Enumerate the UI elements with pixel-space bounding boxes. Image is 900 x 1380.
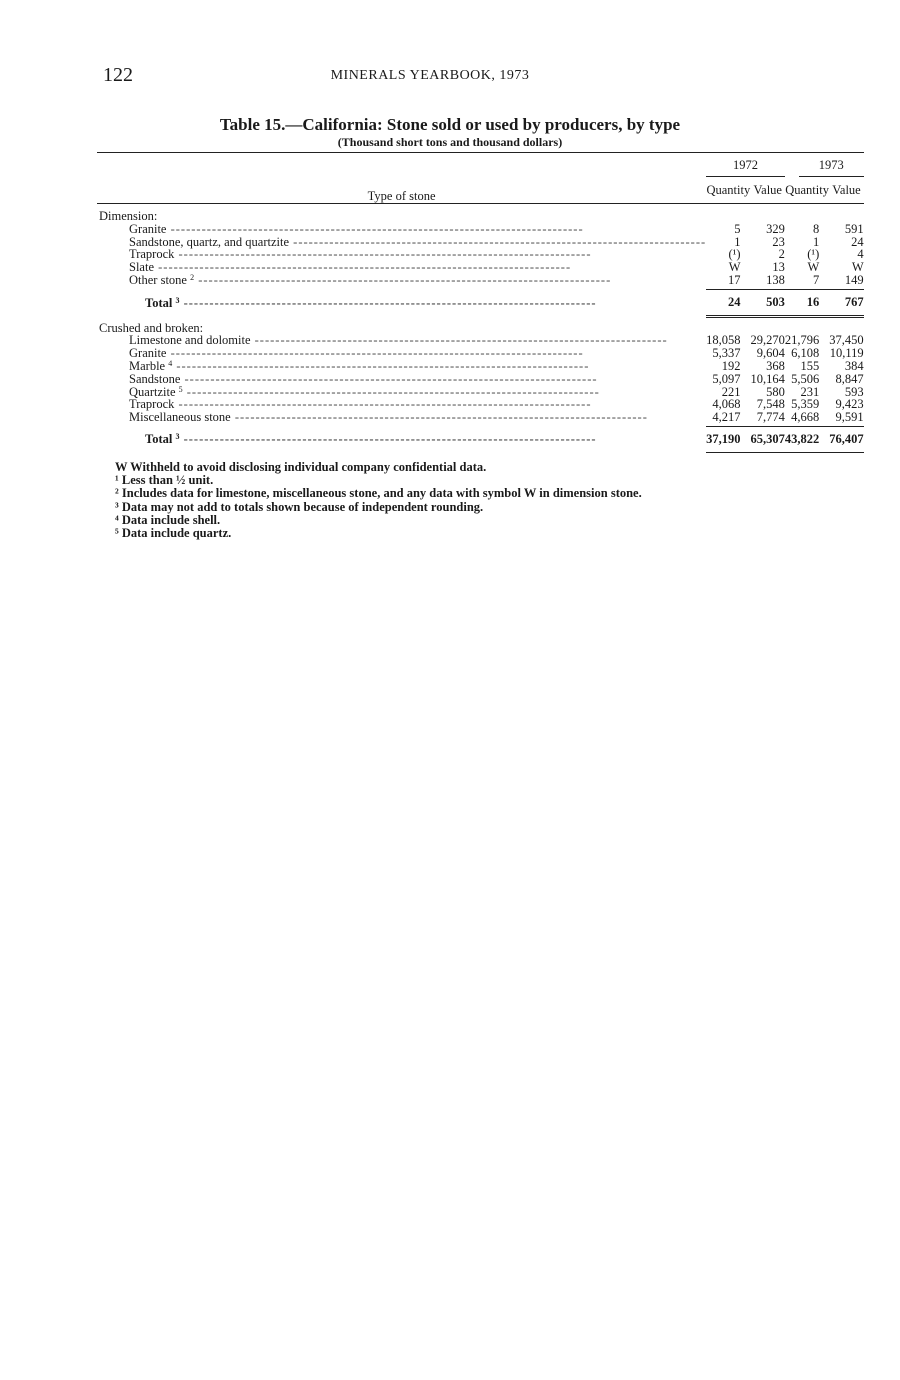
row-label-text: Sandstone (129, 371, 181, 386)
cell-v73: W (851, 260, 864, 275)
cell-q72: 37,190 (706, 426, 750, 452)
row-label-text: Traprock (129, 247, 175, 262)
cell-v73: 591 (844, 221, 864, 236)
cell-v73: 384 (844, 358, 864, 373)
cell-q72: 5,337 (712, 346, 741, 361)
row-label-text: Quartzite (129, 384, 176, 399)
row-label-text: Granite (129, 221, 167, 236)
cell-v72: 13 (772, 260, 785, 275)
row-label (97, 274, 706, 287)
cell-v73: 9,423 (835, 397, 864, 412)
quantity-1972-header: Quantity (706, 177, 750, 204)
cell-q73: 231 (800, 384, 820, 399)
total-row (97, 426, 864, 452)
dot-leader: -------------------------------------------------------------------------------- (174, 397, 592, 412)
cell-v72: 29,270 (750, 333, 785, 348)
cell-v72: 368 (766, 358, 785, 373)
cell-q73: 8 (813, 221, 820, 236)
cell-v73: 10,119 (829, 346, 864, 361)
quantity-1973-header: Quantity (785, 177, 829, 204)
cell-q72: W (728, 260, 741, 275)
footnote-ref: 3 (175, 296, 180, 306)
stone-table (97, 152, 864, 453)
cell-v72: 329 (766, 221, 785, 236)
table-row (97, 274, 864, 287)
table-subtitle: (Thousand short tons and thousand dollars) (337, 135, 563, 149)
cell-v72: 580 (766, 384, 785, 399)
crushed-section (97, 322, 864, 453)
table-title: Table 15.—California: Stone sold or used by producers, by type (219, 115, 681, 134)
cell-q73: 4,668 (791, 410, 820, 425)
value-1973-header: Value (829, 177, 863, 204)
footnote: ² Includes data for limestone, miscellaneous stone, and any data with symbol W in dimension stone. (115, 486, 642, 501)
dot-leader: -------------------------------------------------------------------------------- (179, 432, 597, 447)
row-label-text: Miscellaneous stone (129, 410, 231, 425)
section-heading-crushed: Crushed and broken: (99, 320, 204, 335)
dimension-section (97, 204, 864, 322)
dot-leader: -------------------------------------------------------------------------------- (182, 384, 600, 399)
cell-q72: 18,058 (706, 333, 741, 348)
cell-q72: 221 (721, 384, 741, 399)
cell-v72: 138 (766, 272, 785, 287)
cell-q73: 1 (813, 234, 820, 249)
row-label-text: Sandstone, quartz, and quartzite (129, 234, 290, 249)
footnote: W Withheld to avoid disclosing individual company confidential data. (115, 460, 487, 474)
table-row (97, 411, 864, 424)
dot-leader: -------------------------------------------------------------------------------- (154, 260, 572, 275)
cell-q73: 7 (813, 272, 820, 287)
dot-leader: -------------------------------------------------------------------------------- (166, 346, 584, 361)
cell-v72: 7,774 (756, 410, 785, 425)
cell-v73: 37,450 (829, 333, 864, 348)
footnote-ref: 3 (175, 432, 180, 442)
footnote-ref: 5 (178, 384, 183, 394)
footnote: ⁴ Data include shell. (115, 512, 221, 527)
cell-v73: 24 (851, 234, 864, 249)
dot-leader: -------------------------------------------------------------------------------- (180, 371, 598, 386)
cell-q72: 192 (721, 358, 741, 373)
footnote: ³ Data may not add to totals shown because of independent rounding. (115, 499, 484, 514)
cell-q73: (¹) (807, 247, 820, 262)
cell-q73: 21,796 (784, 333, 820, 348)
row-label-text: Limestone and dolomite (129, 333, 251, 348)
section-heading-dimension: Dimension: (99, 209, 158, 223)
cell-v72: 65,307 (751, 426, 785, 452)
cell-q73: 5,359 (791, 397, 820, 412)
footnote-ref: 4 (168, 358, 173, 368)
cell-q73: 5,506 (791, 371, 820, 386)
dot-leader: -------------------------------------------------------------------------------- (194, 272, 612, 287)
row-label-text: Marble (129, 358, 166, 373)
cell-q73: 43,822 (785, 426, 829, 452)
cell-q72: 5,097 (712, 371, 741, 386)
year-1972-header: 1972 (706, 153, 785, 178)
cell-v73: 767 (829, 289, 863, 316)
cell-q72: 5 (734, 221, 741, 236)
row-label (97, 289, 706, 316)
footnote-ref: 2 (190, 272, 195, 282)
dot-leader: -------------------------------------------------------------------------------- (230, 410, 648, 425)
cell-q72: 24 (706, 289, 750, 316)
cell-v73: 9,591 (835, 410, 864, 425)
dot-leader: -------------------------------------------------------------------------------- (250, 333, 668, 348)
footnotes (97, 461, 802, 540)
cell-v73: 4 (857, 247, 864, 262)
page-number: 122 (103, 64, 133, 86)
dot-leader: -------------------------------------------------------------------------------- (166, 221, 584, 236)
cell-q73: W (807, 260, 820, 275)
year-1973-header: 1973 (785, 153, 864, 178)
dot-leader: -------------------------------------------------------------------------------- (179, 296, 597, 311)
row-label-text: Granite (129, 346, 167, 361)
total-row (97, 289, 864, 316)
row-label (97, 411, 706, 424)
row-label-text: Traprock (129, 397, 175, 412)
cell-v72: 9,604 (756, 346, 785, 361)
cell-v73: 149 (844, 272, 864, 287)
cell-q72: (¹) (728, 247, 741, 262)
cell-q72: 17 (728, 272, 741, 287)
footnote: ⁵ Data include quartz. (115, 526, 232, 541)
cell-q73: 155 (800, 358, 820, 373)
cell-v72: 503 (751, 289, 785, 316)
footnote: ¹ Less than ½ unit. (115, 473, 214, 488)
cell-v73: 76,407 (829, 426, 863, 452)
running-head: MINERALS YEARBOOK, 1973 (330, 68, 530, 83)
cell-q72: 1 (734, 234, 741, 249)
dot-leader: -------------------------------------------------------------------------------- (174, 247, 592, 262)
row-label-text: Slate (129, 260, 154, 275)
cell-v72: 23 (772, 234, 785, 249)
cell-v73: 8,847 (835, 371, 864, 386)
value-1972-header: Value (751, 177, 785, 204)
cell-v72: 10,164 (750, 371, 785, 386)
cell-q73: 16 (785, 289, 829, 316)
cell-v72: 2 (778, 247, 785, 262)
row-label-text: Other stone (129, 272, 187, 287)
dot-leader: -------------------------------------------------------------------------------- (289, 234, 707, 249)
dot-leader: -------------------------------------------------------------------------------- (172, 358, 590, 373)
cell-q72: 4,217 (712, 410, 741, 425)
row-label-text: Total (145, 432, 173, 447)
row-label-text: Total (145, 296, 173, 311)
cell-v73: 593 (844, 384, 864, 399)
cell-q72: 4,068 (712, 397, 741, 412)
cell-q73: 6,108 (791, 346, 820, 361)
row-label (97, 426, 706, 452)
cell-v72: 7,548 (756, 397, 785, 412)
type-of-stone-header: Type of stone (97, 153, 706, 204)
